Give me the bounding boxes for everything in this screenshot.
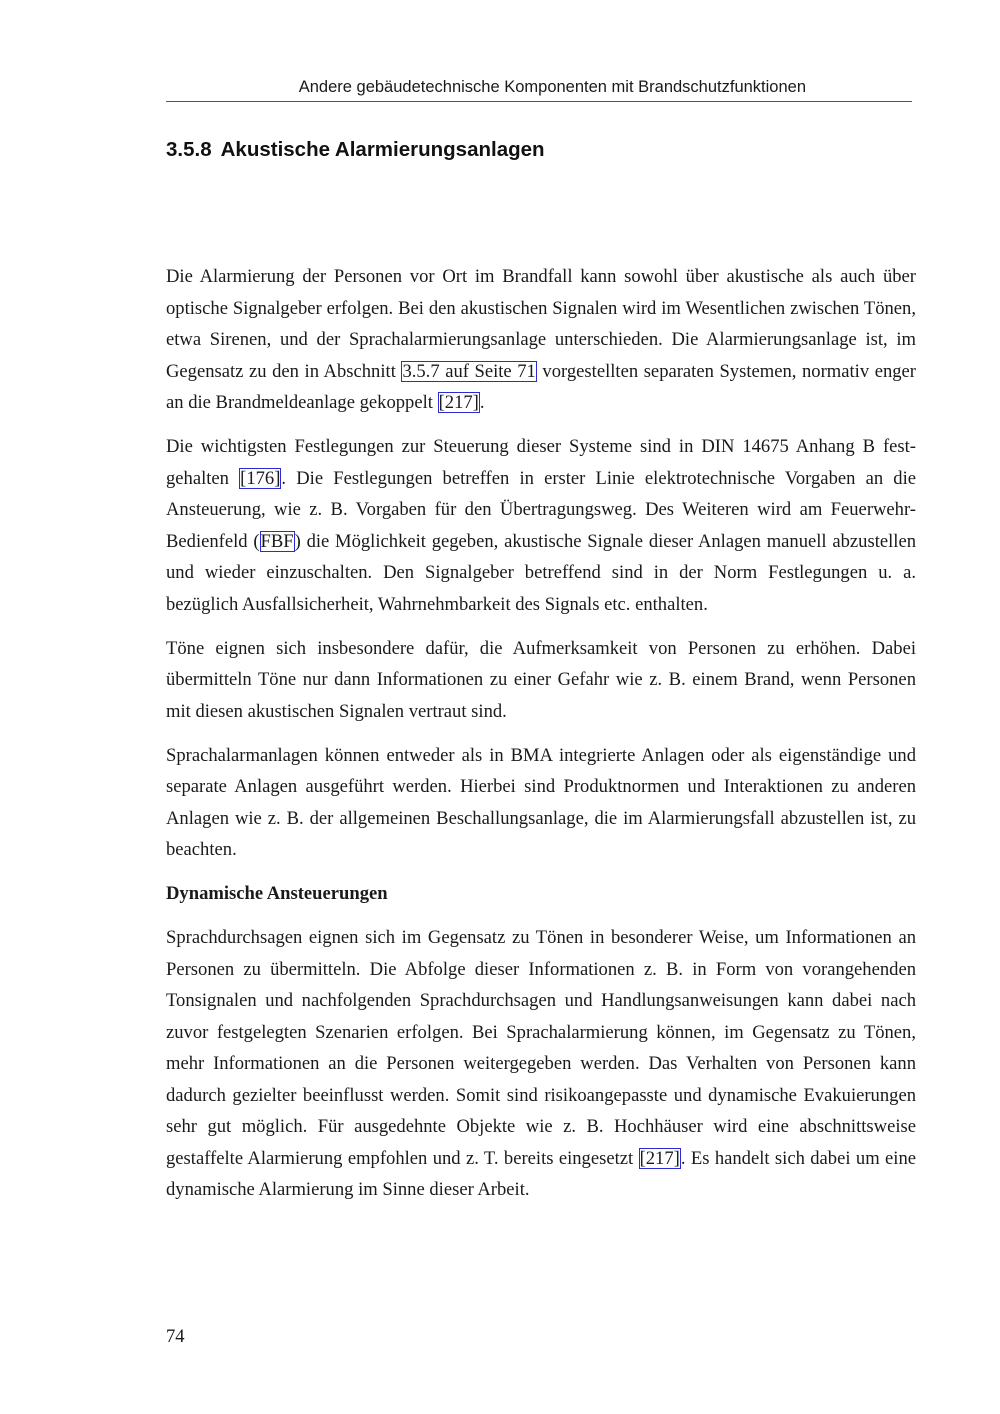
paragraph-2-text-c: ) die Möglichkeit gegeben, akustische Signale dieser Anlagen manuell abzustellen und wieder einzuschalten. Den Signalgeber betreffend sind in der Norm Festlegungen u. a. bezüglich Ausfallsicherheit, Wahrnehmbarkeit des Signals etc. enthalten. xyxy=(166,530,916,615)
paragraph-4: Sprachalarmanlagen können entweder als in BMA integrierte Anlagen oder als eigenständige und separate Anlagen ausgeführt werden. Hierbei sind Produktnormen und Interaktionen zu anderen Anlagen wie z. B. der allgemeinen Beschallungsanlage, die im Alarmierungsfall abzustellen ist, zu beachten. xyxy=(166,744,916,860)
paragraph-2-text-b: . Die Festlegungen betreffen in erster Linie elektrotechnische Vorgaben an die Ansteuerung, wie z. B. Vorgaben für den Übertragungsweg. Des Weiteren wird am Feuerwehr-Bedienfeld ( xyxy=(166,467,916,552)
citation-link-217[interactable]: [217] xyxy=(438,392,479,413)
page-number: 74 xyxy=(166,1326,185,1347)
paragraph-1-text-c: . xyxy=(479,392,485,413)
section-title: Akustische Alarmierungsanlagen xyxy=(220,138,545,161)
acronym-link-fbf[interactable]: FBF xyxy=(260,530,294,552)
section-number: 3.5.8 xyxy=(166,138,212,161)
paragraph-2 xyxy=(166,431,916,620)
body-text xyxy=(166,261,916,1218)
paragraph-3: Töne eignen sich insbesondere dafür, die Aufmerksamkeit von Personen zu erhöhen. Dabei übermitteln Töne nur dann Informationen zu einer Gefahr wie z. B. einem Brand, wenn Personen mit diesen akustischen Signalen vertraut sind. xyxy=(166,637,916,722)
section-reference-link[interactable]: 3.5.7 auf Seite 71 xyxy=(402,360,536,382)
subheading-dynamische-ansteuerungen: Dynamische Ansteuerungen xyxy=(166,883,388,904)
citation-link-217-second[interactable]: [217] xyxy=(639,1147,680,1169)
section-heading xyxy=(166,136,545,164)
paragraph-1-text-b: vorgestellten separaten Systemen, normativ enger an die Brandmeldeanlage gekoppelt xyxy=(166,360,916,413)
running-header xyxy=(166,76,912,102)
paragraph-5-text-a: Sprachdurchsagen eignen sich im Gegensatz zu Tönen in besonderer Weise, um Informationen an Personen zu übermitteln. Die Abfolge dieser Informationen z. B. in Form von vorangehenden Tonsignalen und nachfolgenden Sprachdurchsagen und Handlungsanweisungen kann dabei nach zuvor festgelegten Szenarien erfolgen. Bei Sprachalarmierung können, im Gegensatz zu Tönen, mehr Informationen an die Personen weitergegeben werden. Das Verhalten von Personen kann dadurch gezielter beeinflusst werden. Somit sind risikoangepasste und dynamische Evakuierungen sehr gut möglich. Für ausgedehnte Objekte wie z. B. Hochhäuser wird eine abschnittsweise gestaffelte Alarmierung empfohlen und z. T. bereits eingesetzt xyxy=(166,927,916,1169)
paragraph-5 xyxy=(166,922,916,1206)
paragraph-1 xyxy=(166,261,916,419)
running-header-title: Andere gebäudetechnische Komponenten mit Brandschutzfunktionen xyxy=(298,78,806,96)
paragraph-1-text-a: Die Alarmierung der Personen vor Ort im Brandfall kann sowohl über akustische als auch über optische Signalgeber erfolgen. Bei den akustischen Signalen wird im Wesentlichen zwischen Tönen, etwa Sirenen, und der Sprachalarmierungsanlage unterschieden. Die Alarmierungsanlage ist, im Gegensatz zu den in Abschnitt xyxy=(166,266,916,382)
citation-link-176[interactable]: [176] xyxy=(240,467,281,489)
paragraph-5-text-b: . Es handelt sich dabei um eine dynamische Alarmierung im Sinne dieser Arbeit. xyxy=(166,1147,917,1200)
paragraph-2-text-a: Die wichtigsten Festlegungen zur Steuerung dieser Systeme sind in DIN 14675 Anhang B festgehalten xyxy=(166,436,916,489)
